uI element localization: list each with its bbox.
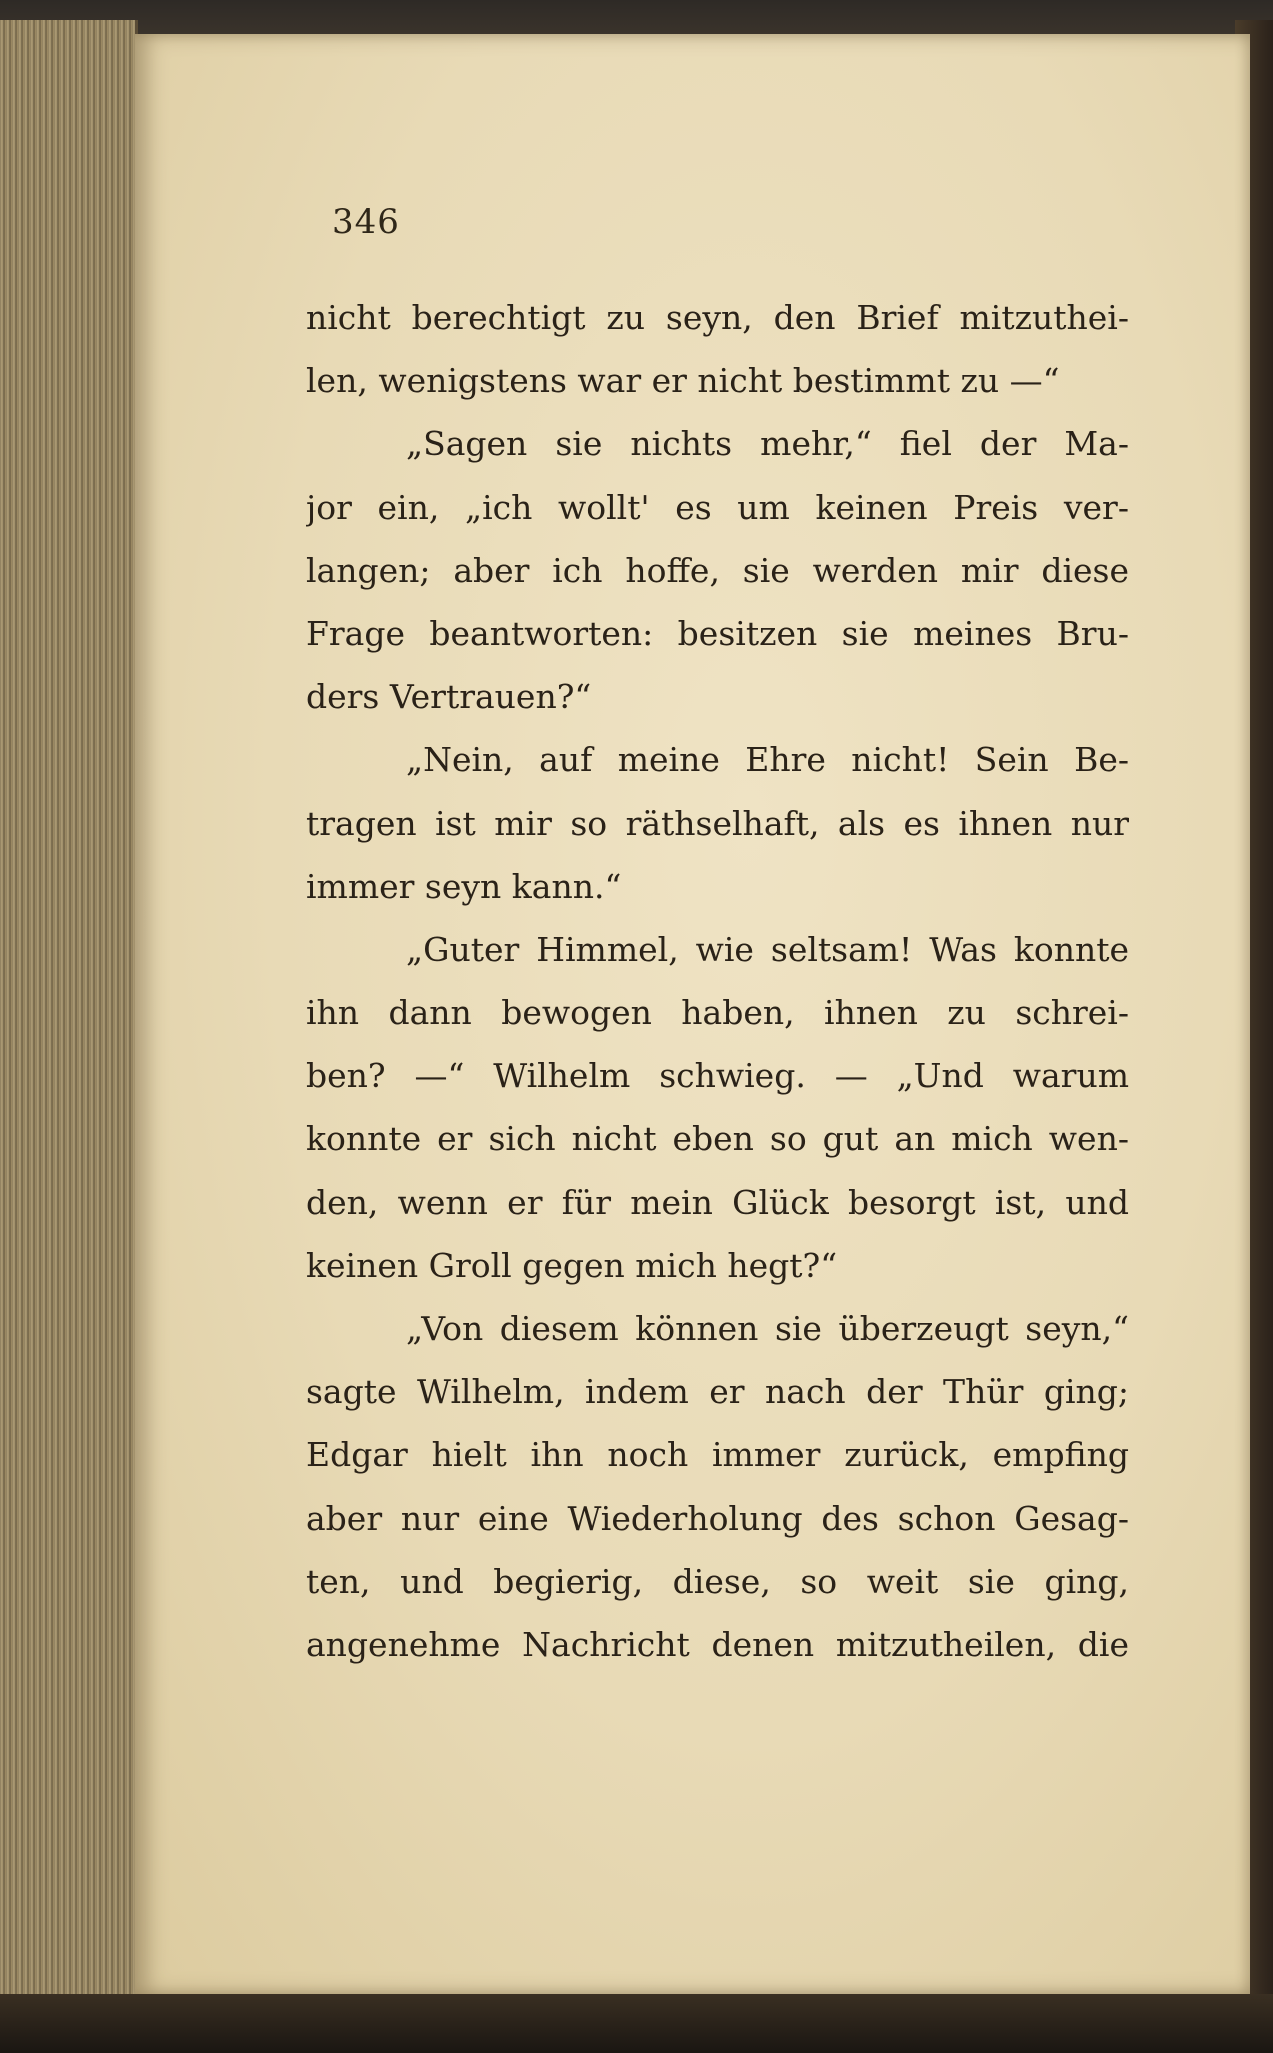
text-line: konnte er sich nicht eben so gut an mich wen- (306, 1119, 1129, 1159)
text-line: sagte Wilhelm, indem er nach der Thür ging; (306, 1372, 1129, 1412)
text-line: nicht berechtigt zu seyn, den Brief mitzuthei- (306, 298, 1129, 337)
book-bottom-edge (0, 1994, 1273, 2053)
text-line: „Guter Himmel, wie seltsam! Was konnte (406, 929, 1129, 969)
text-line: ders Vertrauen?“ (306, 677, 592, 717)
page-stack-edges (0, 20, 138, 2015)
text-line: ten, und begierig, diese, so weit sie ging, (306, 1561, 1129, 1601)
page-number: 346 (332, 202, 400, 242)
text-line: ihn dann bewogen haben, ihnen zu schrei- (306, 993, 1129, 1033)
text-line: jor ein, „ich wollt' es um keinen Preis ver- (306, 487, 1129, 527)
text-line: „Nein, auf meine Ehre nicht! Sein Be- (406, 740, 1129, 780)
book-top-edge (0, 0, 1273, 34)
text-line: Frage beantworten: besitzen sie meines Bru- (306, 613, 1129, 653)
text-line: keinen Groll gegen mich hegt?“ (306, 1245, 838, 1285)
text-line: ben? —“ Wilhelm schwieg. — „Und warum (306, 1056, 1129, 1096)
text-line: „Sagen sie nichts mehr,“ fiel der Ma- (406, 424, 1129, 464)
text-line: den, wenn er für mein Glück besorgt ist, und (306, 1182, 1129, 1222)
page-text (306, 286, 1129, 1676)
text-line: len, wenigstens war er nicht bestimmt zu —“ (306, 361, 1060, 401)
text-line: Edgar hielt ihn noch immer zurück, empfing (306, 1435, 1129, 1475)
text-line: immer seyn kann.“ (306, 866, 622, 906)
text-line: langen; aber ich hoffe, sie werden mir diese (306, 550, 1129, 590)
text-line: tragen ist mir so räthselhaft, als es ihnen nur (306, 803, 1129, 843)
text-line: „Von diesem können sie überzeugt seyn,“ (406, 1309, 1129, 1348)
text-line: angenehme Nachricht denen mitzutheilen, die (306, 1624, 1129, 1664)
text-line: aber nur eine Wiederholung des schon Gesag- (306, 1498, 1129, 1538)
